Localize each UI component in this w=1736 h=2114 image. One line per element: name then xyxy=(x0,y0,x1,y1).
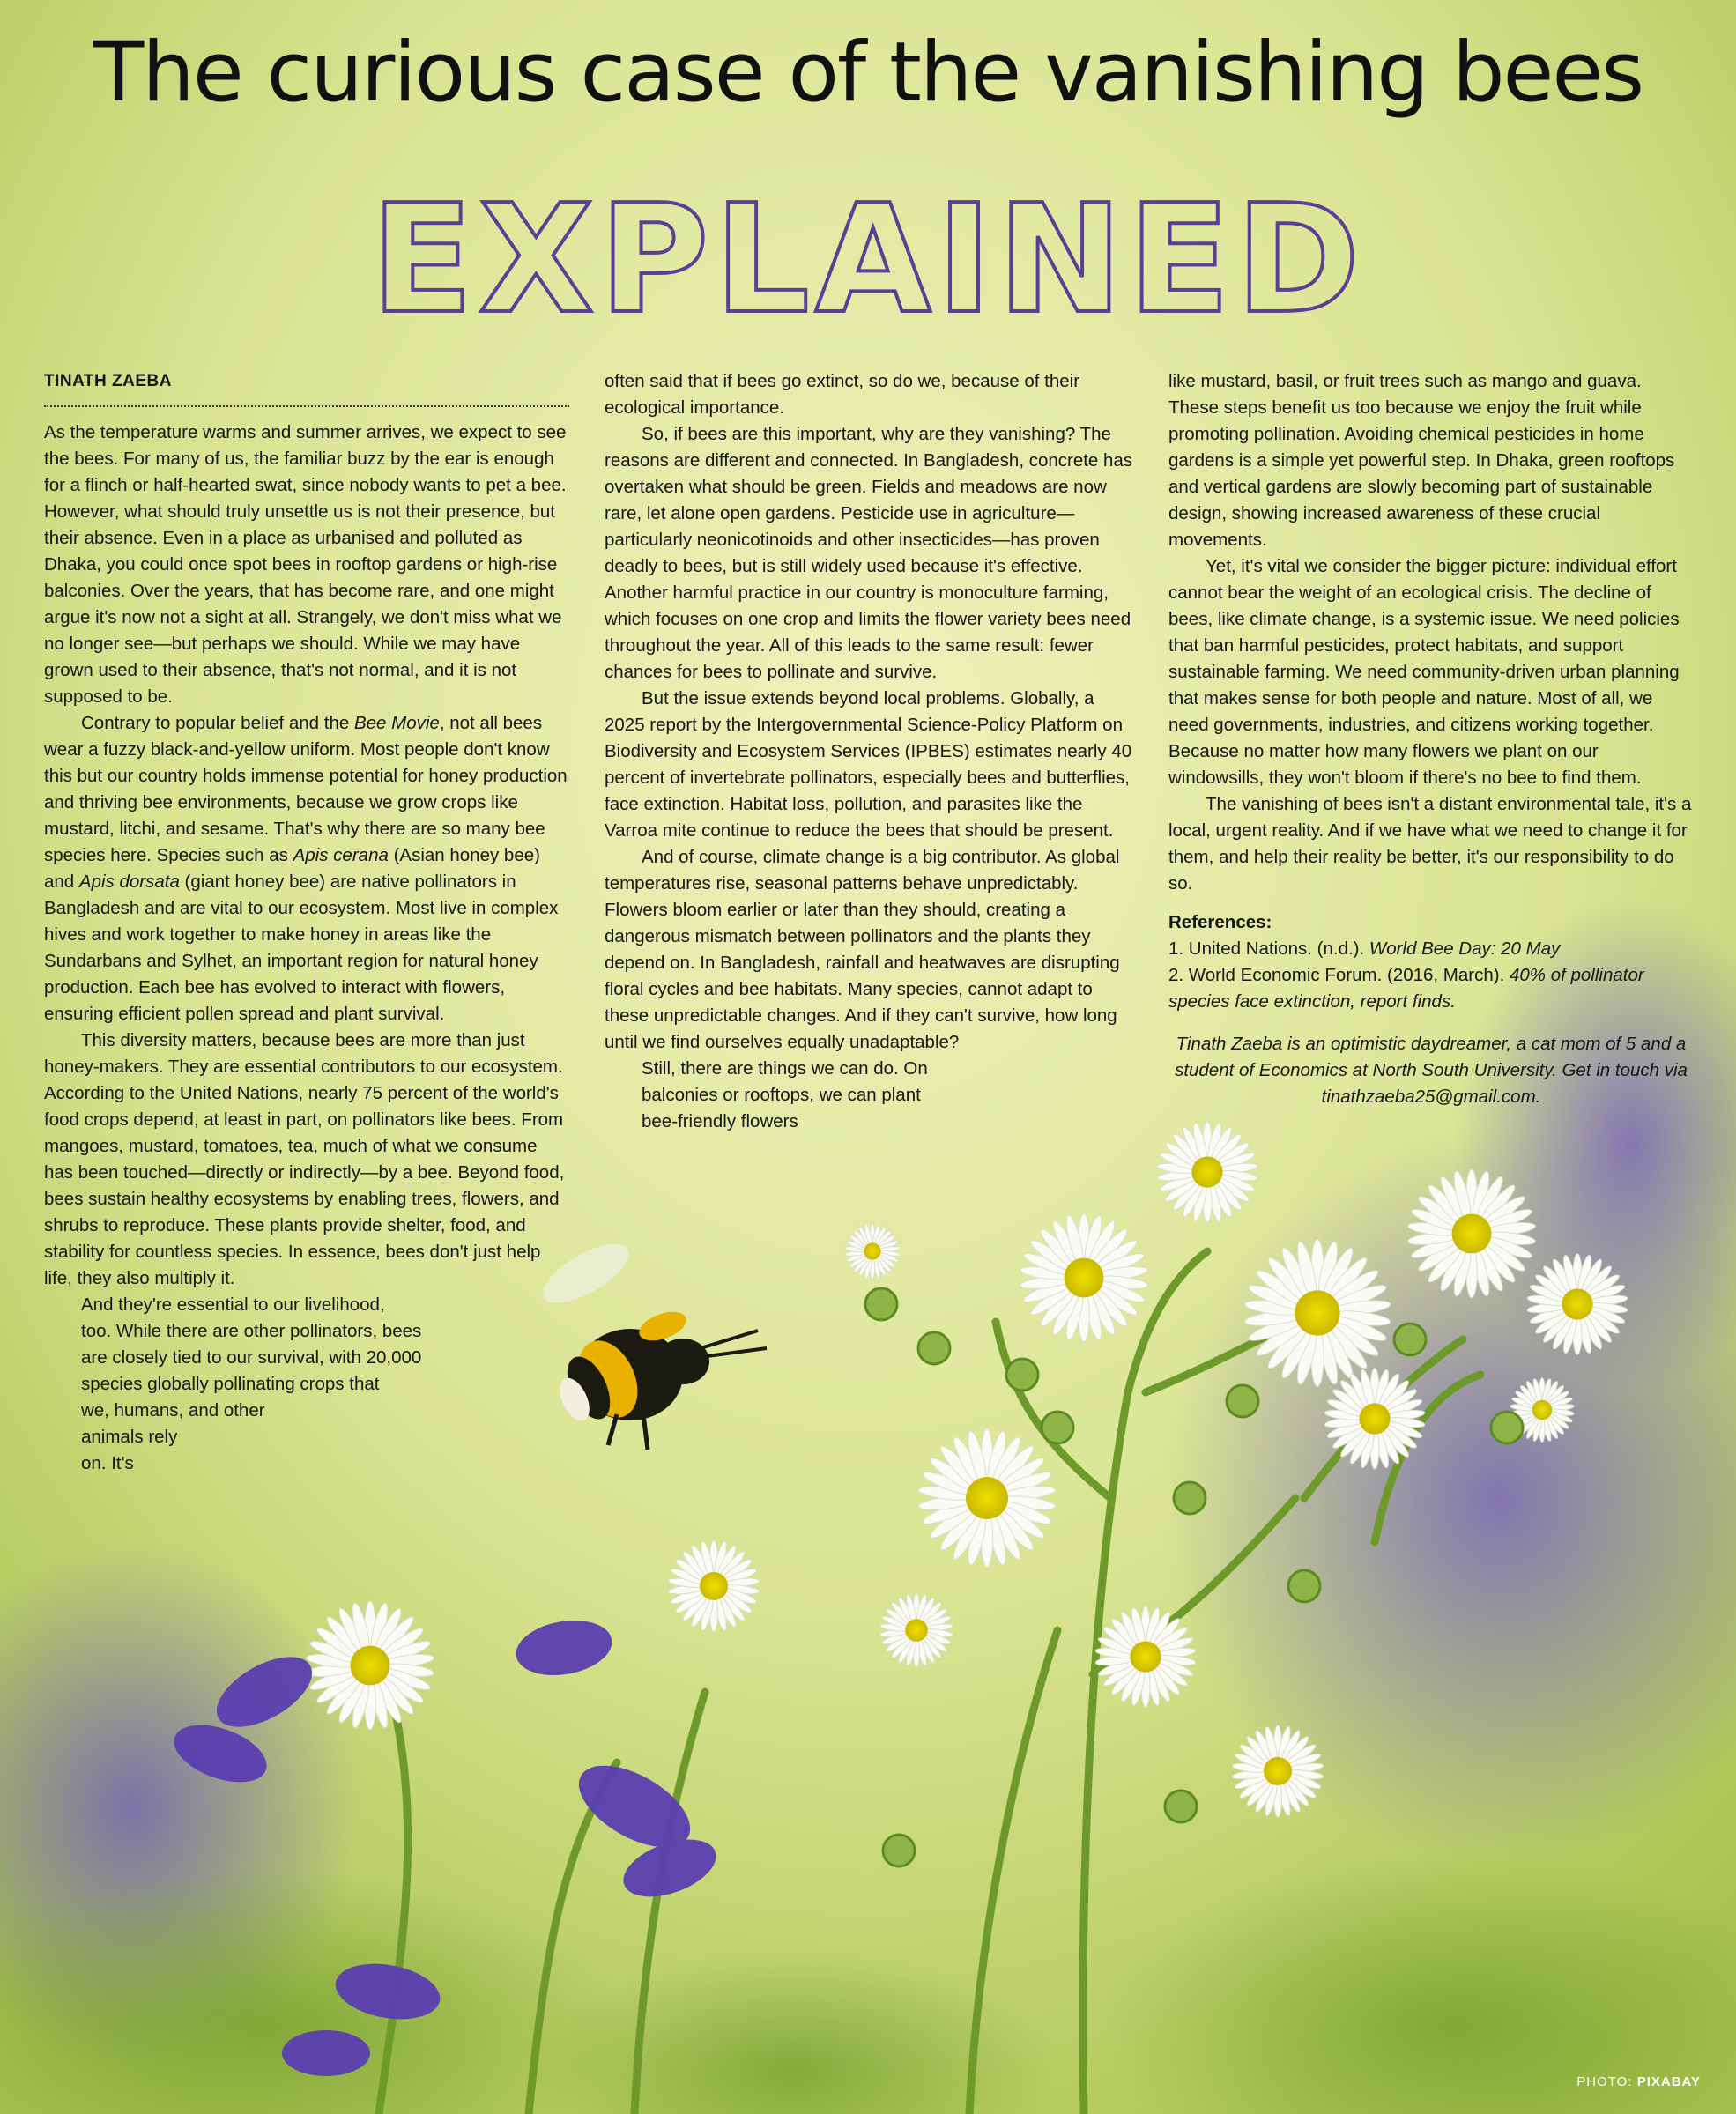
paragraph: And of course, climate change is a big contributor. As global temperatures rise, seasonal patterns behave unpredictably. Flowers bloom earlier or later than they should, creating a dangerous mismatch between pollinators and the plants they depend on. In Bangladesh, rainfall and heatwaves are disrupting floral cycles and bee habitats. Many species, cannot adapt to these unpredictable changes. And if they can't survive, how long until we find ourselves equally unadaptable? xyxy=(605,847,1120,1052)
paragraph: The vanishing of bees isn't a distant environmental tale, it's a local, urgent reality. And if we have what we need to change it for them, and help their reality be better, it's our responsibility to do so. xyxy=(1168,794,1692,894)
author-bio: Tinath Zaeba is an optimistic daydreamer, a cat mom of 5 and a student of Economics at North South University. Get in touch via tinathzaeba25@gmail.com. xyxy=(1175,1034,1688,1107)
paragraph: But the issue extends beyond local problems. Globally, a 2025 report by the Intergovernmental Science-Policy Platform on Biodiversity and Ecosystem Services (IPBES) estimates nearly 40 percent of invertebrate pollinators, especially bees and butterflies, face extinction. Habitat loss, pollution, and parasites like the Varroa mite continue to reduce the bees that should be present. xyxy=(605,688,1132,841)
species-name: Apis cerana xyxy=(293,845,389,865)
species-name: Apis dorsata xyxy=(78,872,180,892)
paragraph: As the temperature warms and summer arrives, we expect to see the bees. For many of us, the familiar buzz by the ear is enough for a flinch or half-hearted swat, since nobody wants to pet a bee. However, what should truly unsettle us is not their presence, but their absence. Even in a place as urbanised and polluted as Dhaka, you could once spot bees in rooftop gardens or high-rise balconies. Over the years, that has become rare, and one might argue it's now not a sight at all. Strangely, we don't miss what we no longer see—but perhaps we should. While we may have grown used to their absence, that's not normal, and it is not supposed to be. xyxy=(44,422,567,707)
column-1 xyxy=(44,368,569,1477)
flower-bud-icon xyxy=(1491,1412,1523,1443)
paragraph: And they're essential to our livelihood, too. While there are other pollinators, bees are closely tied to our survival, with 20,000 species globally pollinating crops that we, humans, and other animals rely on. It's xyxy=(81,1294,422,1473)
paragraph: This diversity matters, because bees are more than just honey-makers. They are essential contributors to our ecosystem. According to the United Nations, nearly 75 percent of the world's food crops depend, at least in part, on pollinators like bees. From mangoes, mustard, tomatoes, tea, much of what we consume has been touched—directly or indirectly—by a bee. Beyond food, bees sustain healthy ecosystems by enabling trees, flowers, and shrubs to reproduce. These plants provide shelter, food, and stability for countless species. In essence, bees don't just help life, they also multiply it. xyxy=(44,1030,565,1288)
column-3 xyxy=(1168,368,1694,1110)
flower-bud-icon xyxy=(1227,1385,1258,1417)
flower-bud-icon xyxy=(1288,1570,1320,1602)
column-2 xyxy=(605,368,1133,1135)
flower-bud-icon xyxy=(1042,1412,1073,1443)
photo-credit: PHOTO: PIXABAY xyxy=(1576,2074,1701,2089)
kicker-explained: EXPLAINED xyxy=(370,173,1366,347)
flower-bud-icon xyxy=(918,1332,950,1364)
flower-bud-icon xyxy=(1165,1791,1197,1822)
flower-bud-icon xyxy=(1394,1324,1426,1355)
byline: TINATH ZAEBA xyxy=(44,368,569,407)
paragraph: Yet, it's vital we consider the bigger picture: individual effort cannot bear the weight of an ecological crisis. The decline of bees, like climate change, is a systemic issue. We need policies that ban harmful pesticides, protect habitats, and support sustainable farming. We need community-driven urban planning that makes sense for both people and nature. Most of all, we need governments, industries, and citizens working together. Because no matter how many flowers we plant on our windowsills, they won't bloom if there's no bee to find them. xyxy=(1168,556,1680,788)
paragraph: Still, there are things we can do. On balconies or rooftops, we can plant bee-friendly flowers xyxy=(642,1058,928,1131)
flower-bud-icon xyxy=(865,1288,897,1320)
flower-bud-icon xyxy=(1006,1359,1038,1391)
paragraph: So, if bees are this important, why are they vanishing? The reasons are different and connected. In Bangladesh, concrete has overtaken what should be green. Fields and meadows are now rare, let alone open gardens. Pesticide use in agriculture—particularly neonicotinoids and other insecticides—has proven deadly to bees, but is still widely used because it's effective. Another harmful practice in our country is monoculture farming, which focuses on one crop and limits the flower variety bees need throughout the year. All of this leads to the same result: fewer chances for bees to pollinate and survive. xyxy=(605,424,1133,682)
headline: The curious case of the vanishing bees xyxy=(93,25,1643,121)
paragraph: often said that if bees go extinct, so do we, because of their ecological importance. xyxy=(605,371,1080,418)
flower-bud-icon xyxy=(1174,1482,1206,1514)
paragraph: Contrary to popular belief and the Bee Movie, not all bees wear a fuzzy black-and-yellow uniform. Most people don't know this but our country holds immense potential for honey production and thriving bee environments, because we grow crops like mustard, litchi, and sesame. That's why there are so many bee species here. Species such as Apis cerana (Asian honey bee) and Apis dorsata (giant honey bee) are native pollinators in Bangladesh and are vital to our ecosystem. Most live in complex hives and work together to make honey in areas like the Sundarbans and Sylhet, an important region for natural honey production. Each bee has evolved to interact with flowers, ensuring efficient pollen spread and plant survival. xyxy=(44,713,568,1024)
references-title: References: xyxy=(1168,912,1272,932)
reference-item: 2. World Economic Forum. (2016, March). 40% of pollinator species face extinction, report finds. xyxy=(1168,965,1644,1012)
reference-item: 1. United Nations. (n.d.). World Bee Day: 20 May xyxy=(1168,938,1561,959)
paragraph: like mustard, basil, or fruit trees such as mango and guava. These steps benefit us too because we enjoy the fruit while promoting pollination. Avoiding chemical pesticides in home gardens is a simple yet powerful step. In Dhaka, green rooftops and vertical gardens are slowly becoming part of sustainable design, showing increased awareness of these crucial movements. xyxy=(1168,371,1675,550)
flower-bud-icon xyxy=(883,1835,915,1866)
movie-title: Bee Movie xyxy=(353,713,440,733)
